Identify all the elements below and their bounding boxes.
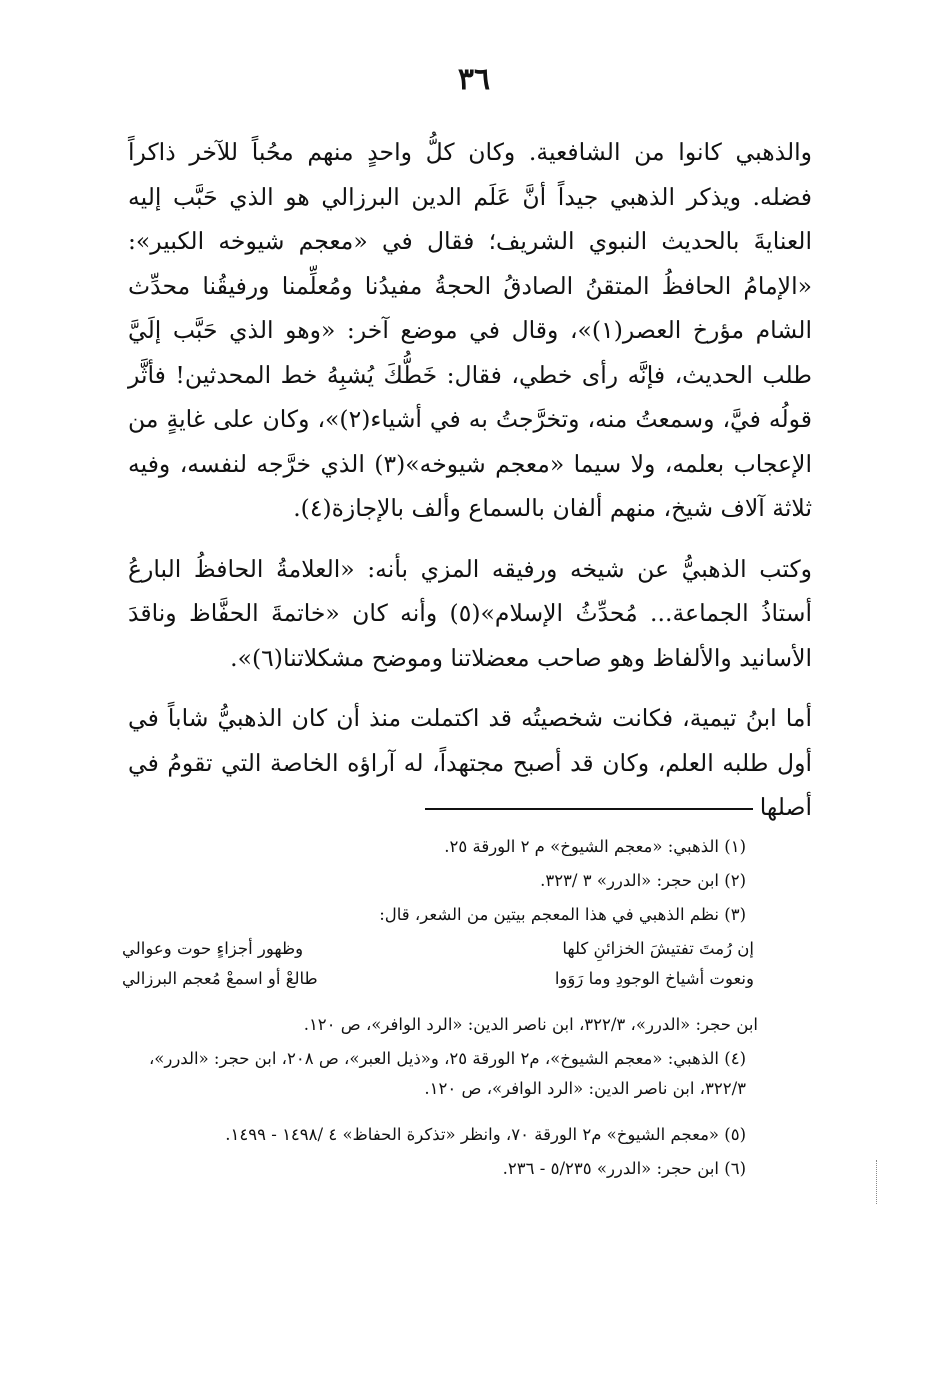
poem-hemistich: إن رُمتَ تفتيشَ الخزائنِ كلها [562,939,754,958]
footnote-1: (١) الذهبي: «معجم الشيوخ» م ٢ الورقة ٢٥. [444,837,746,856]
footnote-4: (٤) الذهبي: «معجم الشيوخ»، م٢ الورقة ٢٥، و«ذيل العبر»، ص ٢٠٨، ابن حجر: «الدرر»، ٣٢٢/٣، ابن ناصر الدين: «الرد الوافر»، ص ١٢٠. [148,1049,746,1098]
footnote-3: (٣) نظم الذهبي في هذا المعجم بيتين من الشعر، قال: [379,905,746,924]
poem-line-2 [122,964,758,994]
poem-hemistich: وظهور أجزاءٍ حوت وعوالي [122,939,304,958]
main-text [128,130,812,846]
poem-hemistich: طالعْ أو اسمعْ مُعجم البرزالي [122,969,318,988]
footnote-6: (٦) ابن حجر: «الدرر» ٥/٢٣٥ - ٢٣٦. [502,1159,746,1178]
poem-line-1 [122,934,758,964]
paragraph: أما ابنُ تيمية، فكانت شخصيتُه قد اكتملت منذ أن كان الذهبيُّ شاباً في أول طلبه العلم، وكان قد أصبح مجتهداً، له آراؤه الخاصة التي تقومُ في أصلها [128,704,812,821]
paragraph: والذهبي كانوا من الشافعية. وكان كلُّ واحدٍ منهم محُباً للآخر ذاكراً فضله. ويذكر الذهبي جيداً أنَّ عَلَم الدين البرزالي هو الذي حَبَّب إليه العنايةَ بالحديث النبوي الشريف؛ فقال في «معجم شيوخه الكبير»: «الإمامُ الحافظُ المتقنُ الصادقُ الحجةُ مفيدُنا ومُعلِّمنا ورفيقُنا محدِّث الشام مؤرخ العصر(١)»، وقال في موضع آخر: «وهو الذي حَبَّب إلَيَّ طلب الحديث، فإنَّه رأى خطي، فقال: خَطُّكَ يُشبِهُ خط المحدثين! فأثَّر قولُه فيَّ، وسمعتُ منه، وتخرَّجتُ به في أشياء(٢)»، وكان على غايةٍ من الإعجاب بعلمه، ولا سيما «معجم شيوخه»(٣) الذي خرَّجه لنفسه، وفيه ثلاثة آلاف شيخ، منهم ألفان بالسماع وألف بالإجازة(٤). [128,138,813,522]
footnote-divider [425,808,753,810]
page-number: ٣٦ [457,62,491,97]
paragraph: وكتب الذهبيُّ عن شيخه ورفيقه المزي بأنه: «العلامةُ الحافظُ البارعُ أستاذُ الجماعة... مُحدِّثُ الإسلام»(٥) وأنه كان «خاتمةَ الحفَّاظ وناقدَ الأسانيد والألفاظ وهو صاحب معضلاتنا وموضح مشكلاتنا(٦)». [128,554,812,672]
footnote-5: (٥) «معجم الشيوخ» م٢ الورقة ٧٠، وانظر «تذكرة الحفاظ» ٤ /١٤٩٨ - ١٤٩٩. [225,1125,746,1144]
footnotes [122,832,758,1188]
poem-hemistich: ونعوت أشياخ الوجودِ وما رَوَوا [554,969,754,988]
scan-margin-mark [876,1160,879,1204]
footnote-3-source: ابن حجر: «الدرر»، ٣٢٢/٣، ابن ناصر الدين: «الرد الوافر»، ص ١٢٠. [303,1015,758,1034]
footnote-2: (٢) ابن حجر: «الدرر» ٣ /٣٢٣. [540,871,746,890]
